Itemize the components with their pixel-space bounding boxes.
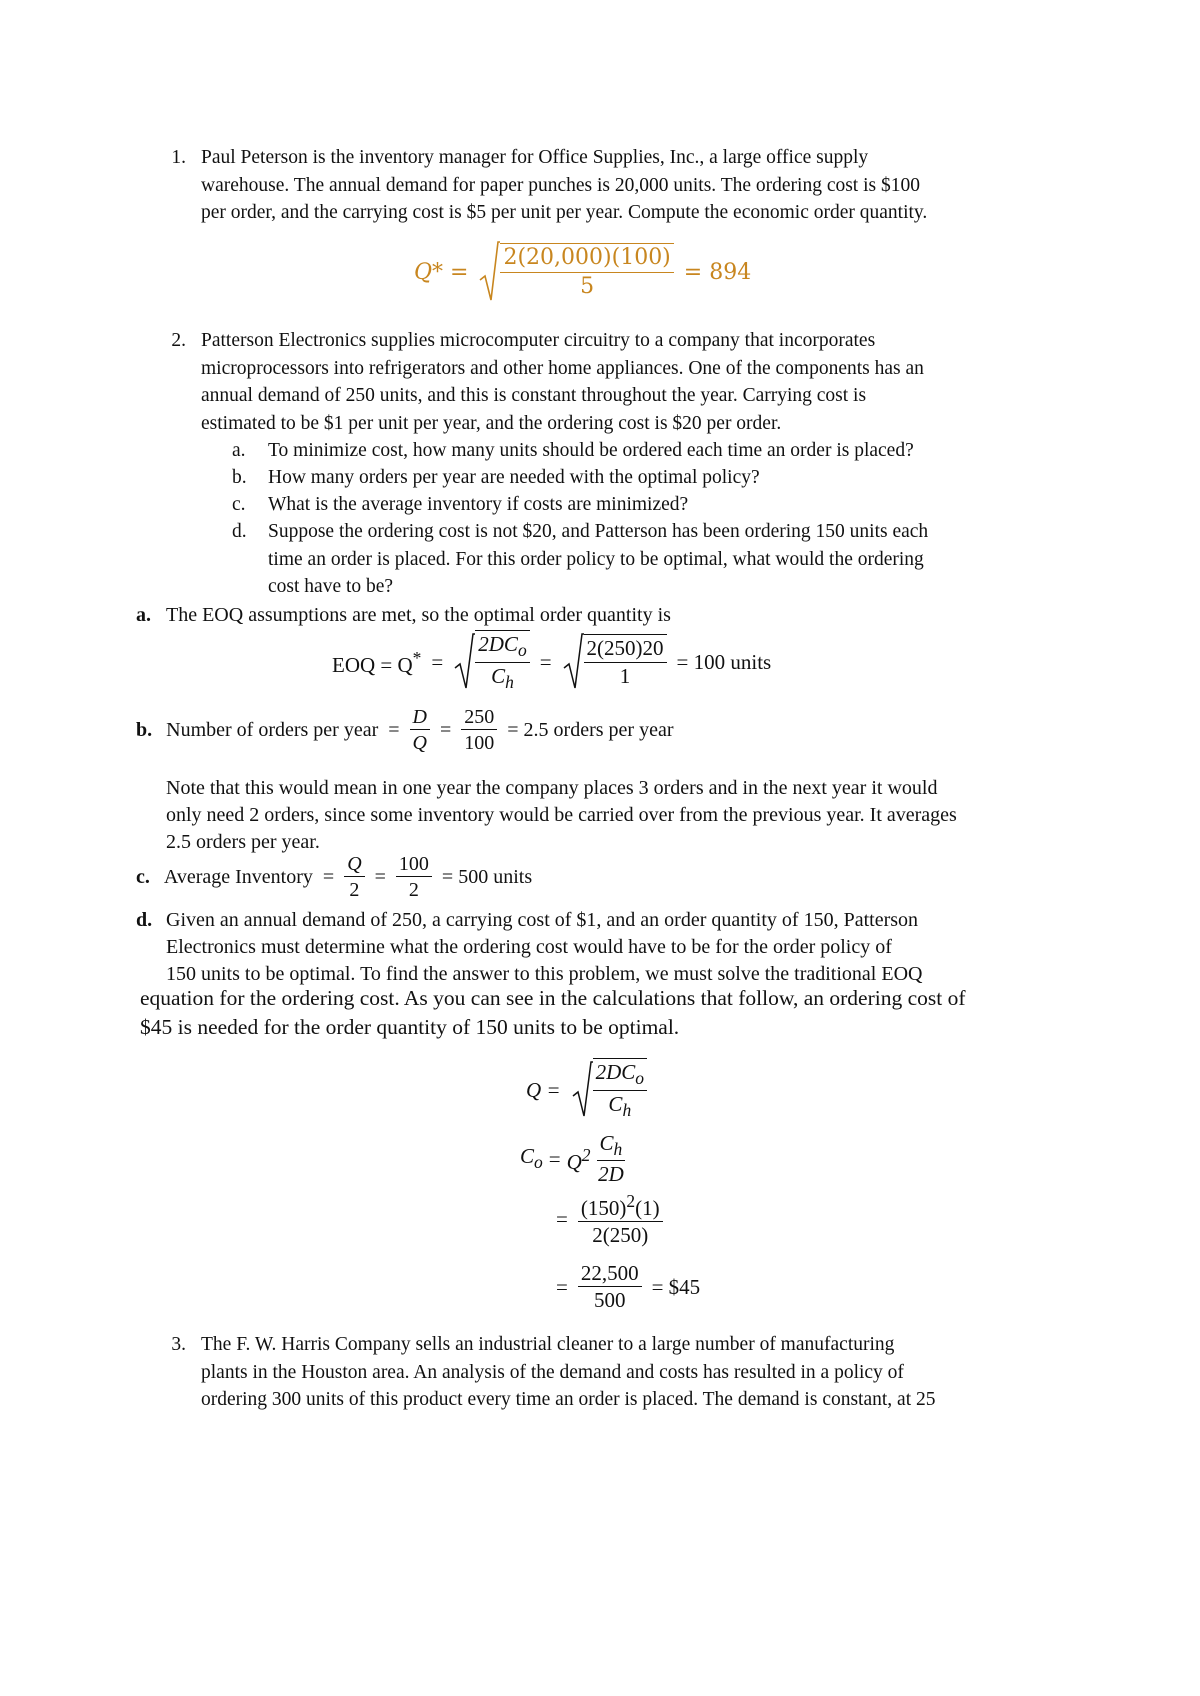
eq-sub-fraction xyxy=(578,1192,663,1247)
problem-2-line: estimated to be $1 per unit per year, and the ordering cost is $20 per order. xyxy=(201,412,782,434)
eoq-numerator-2: 2(250)20 xyxy=(584,637,667,662)
solution-d-line: Electronics must determine what the ordering cost would have to be for the order policy of xyxy=(166,936,892,958)
eq-q-den-text: C xyxy=(608,1091,623,1116)
equation-q xyxy=(526,1060,647,1120)
note-line: only need 2 orders, since some inventory would be carried over from the previous year. It averages xyxy=(166,804,957,826)
problem-2-line: Patterson Electronics supplies microcomputer circuitry to a company that incorporates xyxy=(201,330,876,351)
eoq-equation xyxy=(332,632,771,692)
problem-3-number: 3. xyxy=(171,1334,186,1355)
eq-q-numerator xyxy=(593,1061,647,1090)
eoq-star: * xyxy=(412,648,422,668)
eoq-equals-1: = xyxy=(431,649,444,674)
eoq-fraction-2 xyxy=(584,634,667,687)
solution-b xyxy=(136,706,674,754)
orders-den-2: 100 xyxy=(464,732,495,754)
eq-sub-denominator: 2(250) xyxy=(592,1223,649,1248)
solution-d-large-line: equation for the ordering cost. As you can see in the calculations that follow, an ordering cost of xyxy=(140,986,966,1010)
solution-b-result: = 2.5 orders per year xyxy=(507,718,674,741)
solution-c-equals-2: = xyxy=(374,865,386,888)
problem-1-text xyxy=(201,144,1101,227)
solution-c-equals-1: = xyxy=(322,865,335,888)
problem-2-text xyxy=(201,327,1101,437)
solution-label-d: d. xyxy=(136,909,153,931)
solution-d-text-large xyxy=(140,984,1080,1042)
eq-q-denominator xyxy=(608,1091,631,1120)
eq-sub-equals: = xyxy=(556,1207,568,1232)
eoq-denominator-1 xyxy=(491,663,514,692)
square-root xyxy=(478,240,673,304)
note-paragraph xyxy=(166,775,1066,856)
eq-co-q-sup: 2 xyxy=(581,1145,591,1166)
eq-q-fraction xyxy=(593,1058,647,1120)
sub-question-line: Suppose the ordering cost is not $20, and Patterson has been ordering 150 units each xyxy=(268,521,929,542)
problem-1-number: 1. xyxy=(171,147,186,168)
radical-sign-icon xyxy=(478,240,500,304)
eq-co-q-text: Q xyxy=(566,1150,582,1175)
sub-question-line: time an order is placed. For this order policy to be optimal, what would the ordering xyxy=(268,548,924,570)
radical-sign-icon xyxy=(562,632,584,692)
avg-fraction-1 xyxy=(344,853,364,901)
eq-res-result: = $45 xyxy=(651,1274,701,1299)
solution-label-a: a. xyxy=(136,604,151,626)
eq-sub-num-sup: 2 xyxy=(626,1191,636,1211)
orders-fraction-2 xyxy=(461,706,497,754)
problem-3-line: The F. W. Harris Company sells an industrial cleaner to a large number of manufacturing xyxy=(201,1334,895,1355)
orders-fraction-1 xyxy=(410,706,430,754)
eq-res-denominator: 500 xyxy=(593,1288,626,1313)
eoq-denominator-2: 1 xyxy=(619,663,631,688)
eoq-fraction-1 xyxy=(475,630,529,692)
formula-lhs: Q* = xyxy=(414,259,469,285)
eoq-num-1-text: 2DC xyxy=(478,632,518,657)
sub-question-line: cost have to be? xyxy=(268,576,394,597)
sub-label-d: d. xyxy=(232,521,247,542)
eq-q-den-sub: h xyxy=(622,1099,632,1120)
eoq-equals-2: = xyxy=(539,649,552,674)
eoq-result: = 100 units xyxy=(676,649,772,674)
note-line: 2.5 orders per year. xyxy=(166,831,320,853)
problem-1-line: per order, and the carrying cost is $5 per unit per year. Compute the economic order quantity. xyxy=(201,202,928,223)
square-root-2 xyxy=(562,632,667,692)
solution-a-text: The EOQ assumptions are met, so the optimal order quantity is xyxy=(166,604,671,626)
problem-3-line: plants in the Houston area. An analysis of the demand and costs has resulted in a policy of xyxy=(201,1361,904,1383)
sub-label-b: b. xyxy=(232,467,247,488)
eq-res-equals: = xyxy=(556,1274,568,1299)
problem-2-line: microprocessors into refrigerators and other home appliances. One of the components has an xyxy=(201,357,924,379)
solution-d-line: Given an annual demand of 250, a carrying cost of $1, and an order quantity of 150, Patterson xyxy=(166,909,919,931)
solution-c-result: = 500 units xyxy=(441,865,533,888)
equation-substitution xyxy=(556,1192,663,1247)
note-line: Note that this would mean in one year the company places 3 orders and in the next year it would xyxy=(166,777,938,799)
avg-den-2: 2 xyxy=(408,879,419,901)
equation-result xyxy=(556,1262,700,1312)
eq-co-num-sub: h xyxy=(613,1139,623,1160)
sub-question-b: How many orders per year are needed with the optimal policy? xyxy=(268,467,760,488)
radical-sign-icon xyxy=(571,1060,593,1120)
eq-co-q xyxy=(567,1142,591,1176)
eoq-den-1-sub: h xyxy=(505,671,514,692)
sub-label-c: c. xyxy=(232,494,246,515)
avg-num-2: 100 xyxy=(396,853,432,877)
equation-co xyxy=(520,1132,625,1187)
eoq-num-1-sub: o xyxy=(517,640,527,661)
solution-c xyxy=(136,853,532,901)
solution-b-equals-2: = xyxy=(440,718,452,741)
solution-b-text: Number of orders per year xyxy=(166,718,379,741)
eq-q-num-sub: o xyxy=(635,1068,645,1089)
eq-res-numerator: 22,500 xyxy=(578,1262,642,1287)
sub-question-a: To minimize cost, how many units should be ordered each time an order is placed? xyxy=(268,440,914,461)
eoq-lhs xyxy=(332,645,421,679)
radical-sign-icon xyxy=(453,632,475,692)
solution-label-c: c. xyxy=(136,865,150,888)
eoq-lhs-text: EOQ = Q xyxy=(332,653,413,677)
formula-denominator: 5 xyxy=(580,273,595,299)
eq-sub-num-text: (150) xyxy=(580,1196,627,1220)
square-root-1 xyxy=(453,632,529,692)
solution-d-text xyxy=(166,907,1066,988)
problem-2-line: annual demand of 250 units, and this is constant throughout the year. Carrying cost is xyxy=(201,385,867,406)
avg-den-1: 2 xyxy=(349,879,360,901)
sub-label-a: a. xyxy=(232,440,246,461)
eq-co-num-text: C xyxy=(599,1131,614,1155)
eoq-numerator-1 xyxy=(475,633,529,662)
orders-den-1: Q xyxy=(412,732,427,754)
eq-co-equals: = xyxy=(548,1146,561,1171)
problem-1-line: warehouse. The annual demand for paper punches is 20,000 units. The ordering cost is $100 xyxy=(201,174,920,196)
eq-sub-num-tail: (1) xyxy=(635,1196,660,1220)
problem-1-line: Paul Peterson is the inventory manager for Office Supplies, Inc., a large office supply xyxy=(201,147,869,168)
problem-2-number: 2. xyxy=(171,330,186,351)
eq-sub-numerator xyxy=(578,1192,663,1222)
sub-question-c: What is the average inventory if costs are minimized? xyxy=(268,494,689,515)
solution-b-equals-1: = xyxy=(388,718,400,741)
eq-co-numerator xyxy=(597,1132,626,1161)
avg-num-1: Q xyxy=(344,853,364,877)
formula-result: = 894 xyxy=(683,259,752,285)
problem-1-formula xyxy=(414,240,751,304)
eoq-den-1-text: C xyxy=(491,663,506,688)
eq-res-fraction xyxy=(578,1262,642,1312)
formula-numerator: 2(20,000)(100) xyxy=(500,246,673,272)
solution-d-line: 150 units to be optimal. To find the answer to this problem, we must solve the traditional EOQ xyxy=(166,963,923,985)
eq-q-num-text: 2DC xyxy=(595,1060,636,1085)
avg-fraction-2 xyxy=(396,853,432,901)
orders-num-2: 250 xyxy=(461,706,497,730)
eq-q-lhs: Q = xyxy=(526,1077,561,1102)
square-root-3 xyxy=(571,1060,647,1120)
orders-num-1: D xyxy=(410,706,430,730)
problem-3-text xyxy=(201,1331,1101,1414)
eq-co-lhs-sub: o xyxy=(534,1151,543,1172)
solution-c-text: Average Inventory xyxy=(163,865,313,888)
solution-label-b: b. xyxy=(136,718,153,741)
solution-d-large-line: $45 is needed for the order quantity of 150 units to be optimal. xyxy=(140,1015,680,1039)
eq-co-denominator: 2D xyxy=(598,1162,624,1187)
eq-co-lhs xyxy=(520,1143,543,1176)
eq-co-fraction xyxy=(597,1132,626,1187)
formula-fraction xyxy=(500,243,673,298)
eq-co-lhs-text: C xyxy=(520,1143,535,1168)
sub-question-d xyxy=(268,518,1108,601)
problem-3-line: ordering 300 units of this product every time an order is placed. The demand is constant, at 25 xyxy=(201,1389,936,1410)
